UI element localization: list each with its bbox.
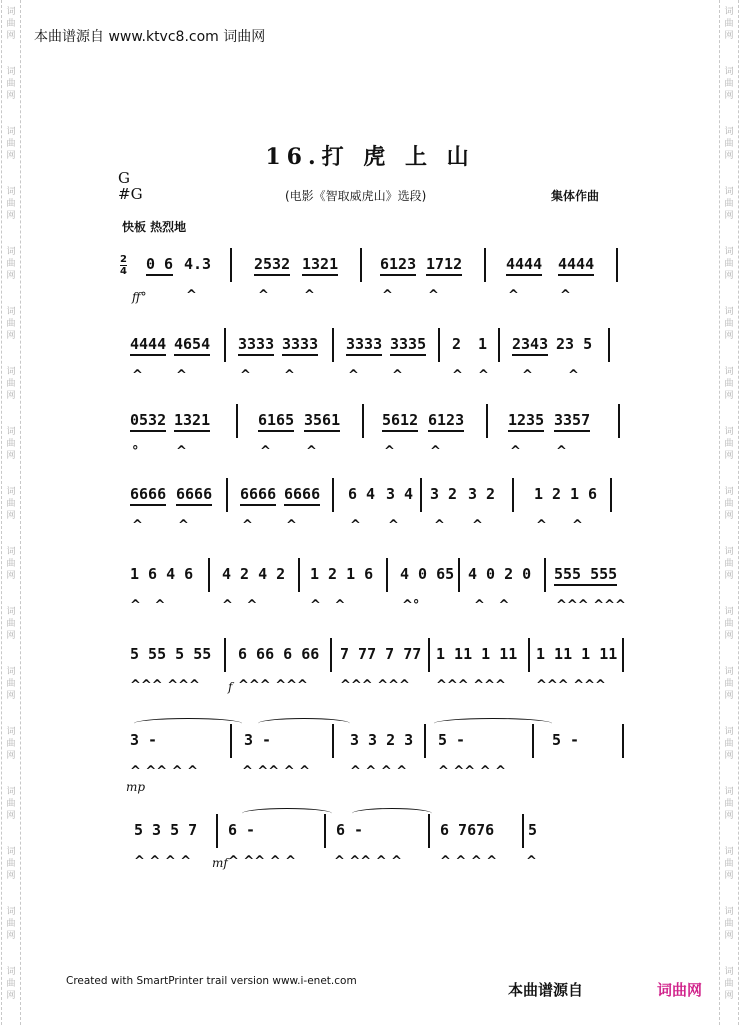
note-group: 3335 xyxy=(390,336,426,356)
accent-mark: ^ xyxy=(176,368,187,383)
note-group: 4444 xyxy=(506,256,542,276)
note-group: 4444 xyxy=(558,256,594,276)
composer: 集体作曲 xyxy=(551,189,600,203)
accent-mark: ^ ^ ^ ^ xyxy=(134,854,192,869)
barline xyxy=(610,478,612,512)
note-group: 6 4 xyxy=(348,485,376,503)
note-group: 1 11 1 11 xyxy=(536,645,618,663)
accent-mark: ^ xyxy=(348,368,359,383)
note-group: 6 - xyxy=(228,821,256,839)
score-row-2 xyxy=(112,322,632,392)
watermark-text: 词 曲 网 xyxy=(724,727,734,761)
watermark-text: 词 曲 网 xyxy=(6,427,16,461)
barline xyxy=(428,814,430,848)
score-row-6 xyxy=(112,632,632,702)
watermark-text: 词 曲 网 xyxy=(724,607,734,641)
note-group: 6666 xyxy=(176,486,212,506)
dynamic-marking: mp xyxy=(126,780,146,794)
barline xyxy=(324,814,326,848)
accent-mark: ^^^ ^^^ xyxy=(238,678,308,693)
watermark-text: 词 曲 网 xyxy=(724,847,734,881)
footer-source-label: 本曲谱源自 xyxy=(508,981,584,999)
accent-mark: ^ xyxy=(452,368,463,383)
watermark-text: 词 曲 网 xyxy=(6,607,16,641)
note-group: 4654 xyxy=(174,336,210,356)
accent-mark: ^ xyxy=(240,368,251,383)
accent-mark: ^^^ ^^^ xyxy=(436,678,506,693)
barline xyxy=(236,404,238,438)
time-signature xyxy=(120,254,127,277)
accent-mark: ^ xyxy=(260,444,271,459)
note-group: 2343 xyxy=(512,336,548,356)
note-group: 1 6 xyxy=(570,485,598,503)
accent-mark: ^ ^ xyxy=(310,598,346,613)
note-group: 3333 xyxy=(282,336,318,356)
barline xyxy=(208,558,210,592)
note-group: 6666 xyxy=(284,486,320,506)
score-row-4 xyxy=(112,472,632,542)
barline xyxy=(622,638,624,672)
score-title: 16.打 虎 上 山 xyxy=(265,144,475,170)
barline xyxy=(386,558,388,592)
slur xyxy=(434,718,552,729)
accent-mark: ^ ^^ ^ ^ xyxy=(130,764,199,779)
accent-mark: ^ xyxy=(472,518,483,533)
watermark-text: 词 曲 网 xyxy=(6,247,16,281)
note-group: 5 3 5 7 xyxy=(134,821,198,839)
watermark-text: 词 曲 网 xyxy=(6,967,16,1001)
watermark-text: 词 曲 网 xyxy=(6,487,16,521)
dynamic-marking: ff° xyxy=(132,290,147,304)
accent-mark: ^ xyxy=(186,288,197,303)
note-group: 3333 xyxy=(238,336,274,356)
barline xyxy=(332,478,334,512)
note-group: 4 2 4 2 xyxy=(222,565,286,583)
note-group: 3 3 2 3 xyxy=(350,731,414,749)
note-group: 0532 xyxy=(130,412,166,432)
watermark-text: 词 曲 网 xyxy=(6,727,16,761)
note-group: 3357 xyxy=(554,412,590,432)
accent-mark: ^ xyxy=(176,444,187,459)
barline xyxy=(230,248,232,282)
barline xyxy=(618,404,620,438)
accent-mark: ^ ^^ ^ ^ xyxy=(242,764,311,779)
watermark-text: 词 曲 网 xyxy=(6,907,16,941)
dynamic-marking: mf xyxy=(212,856,228,870)
barline xyxy=(498,328,500,362)
slur xyxy=(242,808,332,819)
watermark-text: 词 曲 网 xyxy=(6,307,16,341)
barline xyxy=(298,558,300,592)
barline xyxy=(528,638,530,672)
barline xyxy=(522,814,524,848)
note-group: 3 - xyxy=(244,731,272,749)
note-group: 3 2 xyxy=(468,485,496,503)
key-bottom: #G xyxy=(118,185,143,203)
note-group: 555 555 xyxy=(554,566,617,586)
time-sig-bottom: 4 xyxy=(120,266,127,277)
barline xyxy=(458,558,460,592)
accent-mark: ^ xyxy=(388,518,399,533)
barline xyxy=(216,814,218,848)
watermark-text: 词 曲 网 xyxy=(724,67,734,101)
barline xyxy=(362,404,364,438)
accent-mark: ^ xyxy=(434,518,445,533)
barline xyxy=(512,478,514,512)
barline xyxy=(420,478,422,512)
footer-site-name: 词曲网 xyxy=(657,981,703,999)
watermark-text: 词 曲 网 xyxy=(724,967,734,1001)
score-row-8 xyxy=(112,808,632,878)
note-group: 3 2 xyxy=(430,485,458,503)
accent-mark: ^ ^ ^ ^ xyxy=(440,854,498,869)
accent-mark: ^ xyxy=(286,518,297,533)
score-subtitle: (电影《智取威虎山》选段) xyxy=(285,189,427,203)
watermark-text: 词 曲 网 xyxy=(6,67,16,101)
accent-mark: ^ xyxy=(258,288,269,303)
slur xyxy=(258,718,350,729)
accent-mark: ^ xyxy=(242,518,253,533)
accent-mark: ^ xyxy=(522,368,533,383)
barline xyxy=(428,638,430,672)
accent-mark: ^ xyxy=(384,444,395,459)
watermark-text: 词 曲 网 xyxy=(6,547,16,581)
note-group: 6123 xyxy=(380,256,416,276)
note-group: 3 - xyxy=(130,731,158,749)
accent-mark: ^ ^^ ^ ^ xyxy=(334,854,403,869)
accent-mark: ^^^ ^^^ xyxy=(536,678,606,693)
barline xyxy=(360,248,362,282)
score-row-7 xyxy=(112,718,632,794)
note-group: 3561 xyxy=(304,412,340,432)
source-header: 本曲谱源自 www.ktvc8.com 词曲网 xyxy=(34,29,266,45)
watermark-text: 词 曲 网 xyxy=(724,7,734,41)
barline xyxy=(608,328,610,362)
barline xyxy=(532,724,534,758)
accent-mark: ^ xyxy=(382,288,393,303)
barline xyxy=(230,724,232,758)
barline xyxy=(332,724,334,758)
note-group: 4444 xyxy=(130,336,166,356)
watermark-text: 词 曲 网 xyxy=(724,667,734,701)
barline xyxy=(486,404,488,438)
note-group: 4 0 65 xyxy=(400,565,455,583)
note-group: 4 0 2 0 xyxy=(468,565,532,583)
note-group: 6165 xyxy=(258,412,294,432)
key-signature xyxy=(118,170,143,202)
accent-mark: ^ xyxy=(284,368,295,383)
barline xyxy=(332,328,334,362)
accent-mark: ^ xyxy=(556,444,567,459)
accent-mark: ^^^ ^^^ xyxy=(556,598,626,613)
barline xyxy=(224,328,226,362)
note-group: 1712 xyxy=(426,256,462,276)
note-group: 0 6 xyxy=(146,256,173,276)
barline xyxy=(424,724,426,758)
score-row-1 xyxy=(112,242,632,312)
slur xyxy=(134,718,242,729)
accent-mark: ^ ^ xyxy=(222,598,258,613)
barline xyxy=(616,248,618,282)
watermark-text: 词 曲 网 xyxy=(724,487,734,521)
score-row-3 xyxy=(112,398,632,468)
barline xyxy=(226,478,228,512)
barline xyxy=(544,558,546,592)
watermark-text: 词 曲 网 xyxy=(724,247,734,281)
note-group: 7 77 7 77 xyxy=(340,645,422,663)
barline xyxy=(484,248,486,282)
accent-mark: ^ xyxy=(132,518,143,533)
accent-mark: ^ xyxy=(526,854,537,869)
watermark-text: 词 曲 网 xyxy=(724,547,734,581)
barline xyxy=(438,328,440,362)
accent-mark: ^ ^ ^ ^ xyxy=(350,764,408,779)
note-group: 23 5 xyxy=(556,335,593,353)
watermark-text: 词 曲 网 xyxy=(6,367,16,401)
watermark-text: 词 曲 网 xyxy=(724,367,734,401)
watermark-text: 词 曲 网 xyxy=(724,787,734,821)
breath-mark: ° xyxy=(132,444,139,459)
note-group: 4.3 xyxy=(184,255,212,273)
time-sig-top: 2 xyxy=(120,254,127,265)
accent-mark: ^ ^ xyxy=(474,598,510,613)
note-group: 6666 xyxy=(130,486,166,506)
note: 2 xyxy=(452,335,462,353)
accent-mark: ^ xyxy=(132,368,143,383)
watermark-text: 词 曲 网 xyxy=(6,667,16,701)
watermark-text: 词 曲 网 xyxy=(724,187,734,221)
note-group: 6 7676 xyxy=(440,821,495,839)
accent-mark: ^ xyxy=(178,518,189,533)
accent-mark: ^ xyxy=(392,368,403,383)
tempo-marking: 快板 热烈地 xyxy=(122,220,187,234)
note-group: 3333 xyxy=(346,336,382,356)
accent-mark: ^ xyxy=(306,444,317,459)
accent-mark: ^^^ ^^^ xyxy=(130,678,200,693)
note-group: 1321 xyxy=(174,412,210,432)
watermark-text: 词 曲 网 xyxy=(6,7,16,41)
note-group: 6 - xyxy=(336,821,364,839)
note-group: 5 55 5 55 xyxy=(130,645,212,663)
accent-mark: ^ xyxy=(478,368,489,383)
accent-mark: ^ xyxy=(572,518,583,533)
barline xyxy=(224,638,226,672)
note-group: 6666 xyxy=(240,486,276,506)
note-group: 1 6 4 6 xyxy=(130,565,194,583)
slur xyxy=(352,808,432,819)
watermark-text: 词 曲 网 xyxy=(6,127,16,161)
accent-mark: ^ ^ xyxy=(130,598,166,613)
footer-credit: Created with SmartPrinter trail version www.i-enet.com xyxy=(66,975,357,987)
accent-mark: ^ xyxy=(568,368,579,383)
accent-mark: ^^^ ^^^ xyxy=(340,678,410,693)
watermark-text: 词 曲 网 xyxy=(6,787,16,821)
note-group: 5 xyxy=(528,821,538,839)
barline xyxy=(330,638,332,672)
watermark-text: 词 曲 网 xyxy=(724,427,734,461)
note-group: 6 66 6 66 xyxy=(238,645,320,663)
accent-mark: ^ xyxy=(304,288,315,303)
barline xyxy=(622,724,624,758)
note-group: 1 2 xyxy=(534,485,562,503)
note-group: 2532 xyxy=(254,256,290,276)
accent-mark: ^ xyxy=(560,288,571,303)
accent-mark: ^ xyxy=(430,444,441,459)
accent-mark: ^ xyxy=(428,288,439,303)
accent-mark: ^ ^^ ^ ^ xyxy=(228,854,297,869)
note: 1 xyxy=(478,335,488,353)
note-group: 5 - xyxy=(438,731,466,749)
note-group: 1321 xyxy=(302,256,338,276)
note-group: 1 11 1 11 xyxy=(436,645,518,663)
dynamic-marking: f xyxy=(228,680,233,694)
note-group: 5 - xyxy=(552,731,580,749)
key-top: G xyxy=(118,169,130,187)
note-group: 1 2 1 6 xyxy=(310,565,374,583)
score-row-5 xyxy=(112,552,632,622)
watermark-text: 词 曲 网 xyxy=(724,127,734,161)
note-group: 1235 xyxy=(508,412,544,432)
note-group: 5612 xyxy=(382,412,418,432)
accent-mark: ^° xyxy=(402,598,420,613)
watermark-text: 词 曲 网 xyxy=(6,187,16,221)
accent-mark: ^ xyxy=(536,518,547,533)
note-group: 6123 xyxy=(428,412,464,432)
accent-mark: ^ xyxy=(508,288,519,303)
accent-mark: ^ ^^ ^ ^ xyxy=(438,764,507,779)
watermark-text: 词 曲 网 xyxy=(6,847,16,881)
note-group: 3 4 xyxy=(386,485,414,503)
accent-mark: ^ xyxy=(350,518,361,533)
accent-mark: ^ xyxy=(510,444,521,459)
watermark-text: 词 曲 网 xyxy=(724,307,734,341)
watermark-text: 词 曲 网 xyxy=(724,907,734,941)
